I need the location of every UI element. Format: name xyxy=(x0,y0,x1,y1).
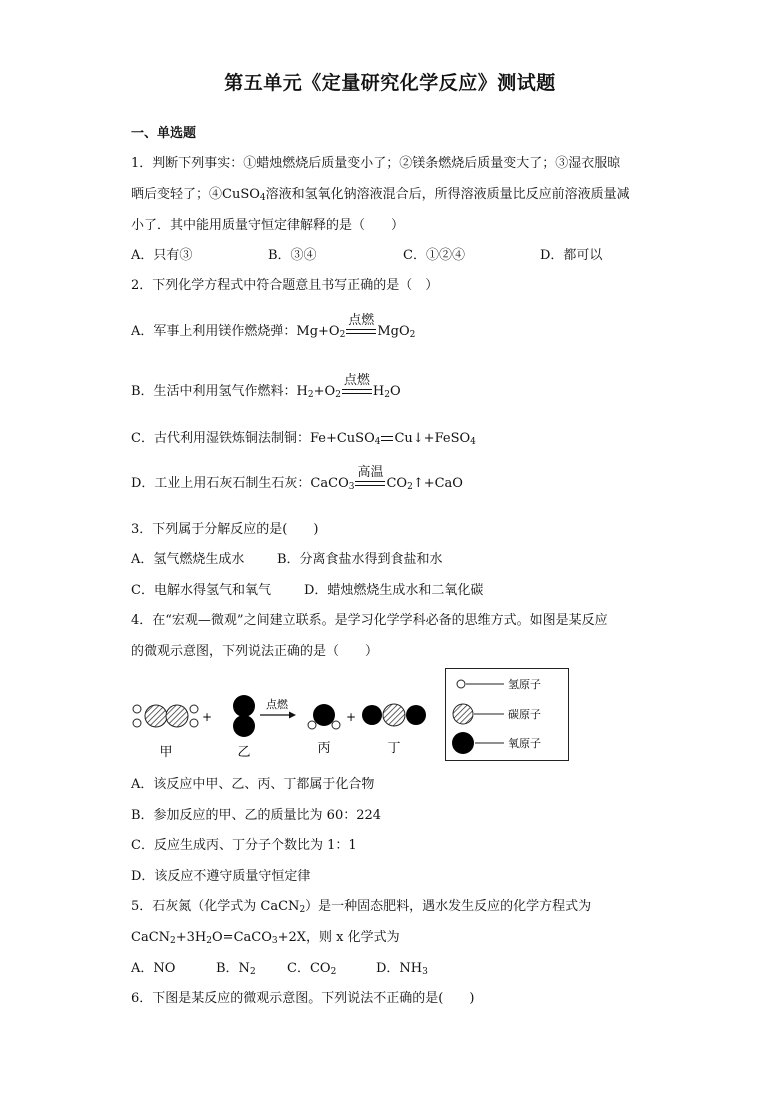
section-heading: 一、单选题 xyxy=(131,126,197,141)
q3-option-b[interactable]: B．分离食盐水得到食盐和水 xyxy=(277,552,443,567)
q6-stem: 6．下图是某反应的微观示意图。下列说法不正确的是( ) xyxy=(131,991,475,1006)
q2-option-b[interactable]: B．生活中利用氢气作燃料：$H_2+O_2$ 点燃 $H_2O$ xyxy=(131,380,401,400)
q1-option-c[interactable]: C．①②④ xyxy=(403,248,465,263)
q5-line1: 5．石灰氮（化学式为 CaCN$_2$）是一种固态肥料，遇水发生反应的化学方程式为 xyxy=(131,899,592,915)
q4-option-d[interactable]: D．该反应不遵守质量守恒定律 xyxy=(131,869,311,884)
q5-option-b[interactable]: B．$N_2$ xyxy=(216,961,256,977)
carbon-atom-icon xyxy=(453,704,473,724)
molecule-bing xyxy=(308,704,340,729)
q5-option-d[interactable]: D．$NH_3$ xyxy=(376,961,428,977)
q1-line3: 小了．其中能用质量守恒定律解释的是（ ） xyxy=(131,218,405,233)
q1-option-d[interactable]: D．都可以 xyxy=(540,248,603,263)
q1-option-b[interactable]: B．③④ xyxy=(268,248,317,263)
molecule-yi xyxy=(233,695,255,737)
q3-stem: 3．下列属于分解反应的是( ) xyxy=(131,522,319,537)
molecule-jia xyxy=(133,705,198,727)
legend-hydrogen: 氢原子 xyxy=(508,678,541,691)
q1-option-a[interactable]: A．只有③ xyxy=(131,248,193,263)
legend-carbon: 碳原子 xyxy=(508,708,541,721)
q5-option-a[interactable]: A．NO xyxy=(131,961,176,976)
label-bing: 丙 xyxy=(317,741,331,756)
q2-option-a[interactable]: A．军事上利用镁作燃烧弹：$Mg+O_2$ 点燃 MgO$_2$ xyxy=(131,320,415,340)
atom-legend xyxy=(445,668,569,761)
q4-option-b[interactable]: B．参加反应的甲、乙的质量比为 60：224 xyxy=(131,808,382,823)
q1-line1: 1．判断下列事实：①蜡烛燃烧后质量变小了；②镁条燃烧后质量变大了；③湿衣服晾 xyxy=(131,156,621,171)
hydrogen-atom-icon xyxy=(457,680,465,688)
q2-option-d[interactable]: D．工业上用石灰石制生石灰：CaCO$_3$ 高温 $CO_2↑+CaO$ xyxy=(131,472,463,492)
reaction-microscopic-diagram xyxy=(128,668,438,764)
q5-option-c[interactable]: C．$CO_2$ xyxy=(287,961,337,977)
legend-oxygen: 氧原子 xyxy=(508,737,541,750)
q4-line1: 4．在“宏观—微观”之间建立联系。是学习化学学科必备的思维方式。如图是某反应 xyxy=(131,613,608,628)
oxygen-atom-icon xyxy=(452,732,474,754)
label-yi: 乙 xyxy=(237,745,251,760)
reaction-condition: 高温 xyxy=(357,464,384,480)
page-title: 第五单元《定量研究化学反应》测试题 xyxy=(224,72,556,94)
molecule-ding xyxy=(362,704,426,726)
q3-option-c[interactable]: C．电解水得氢气和氧气 xyxy=(131,583,271,598)
arrow-head xyxy=(289,712,296,719)
q4-line2: 的微观示意图，下列说法正确的是（ ） xyxy=(131,644,379,659)
q4-option-c[interactable]: C．反应生成丙、丁分子个数比为 1：1 xyxy=(131,838,357,853)
q5-line2: $CaCN_2+3H_2O=CaCO_3+2X$，则 x 化学式为 xyxy=(131,930,400,946)
plus-sign: + xyxy=(345,710,357,724)
reaction-condition: 点燃 xyxy=(343,372,370,388)
q2-stem: 2．下列化学方程式中符合题意且书写正确的是（ ） xyxy=(131,278,439,293)
reaction-condition: 点燃 xyxy=(348,312,375,328)
label-ding: 丁 xyxy=(387,741,401,756)
q4-option-a[interactable]: A．该反应中甲、乙、丙、丁都属于化合物 xyxy=(131,777,375,792)
q3-option-a[interactable]: A．氢气燃烧生成水 xyxy=(131,552,245,567)
q3-option-d[interactable]: D．蜡烛燃烧生成水和二氧化碳 xyxy=(304,583,484,598)
plus-sign: + xyxy=(201,710,213,724)
q2-option-c[interactable]: C．古代利用湿铁炼铜法制铜：Fe+CuSO$_4$ Cu↓+FeSO$_4$ xyxy=(131,431,476,447)
arrow-condition: 点燃 xyxy=(266,698,288,711)
q1-line2: 晒后变轻了；④CuSO$_4$溶液和氢氧化钠溶液混合后，所得溶液质量比反应前溶液质量减 xyxy=(131,187,630,203)
label-jia: 甲 xyxy=(159,745,173,760)
